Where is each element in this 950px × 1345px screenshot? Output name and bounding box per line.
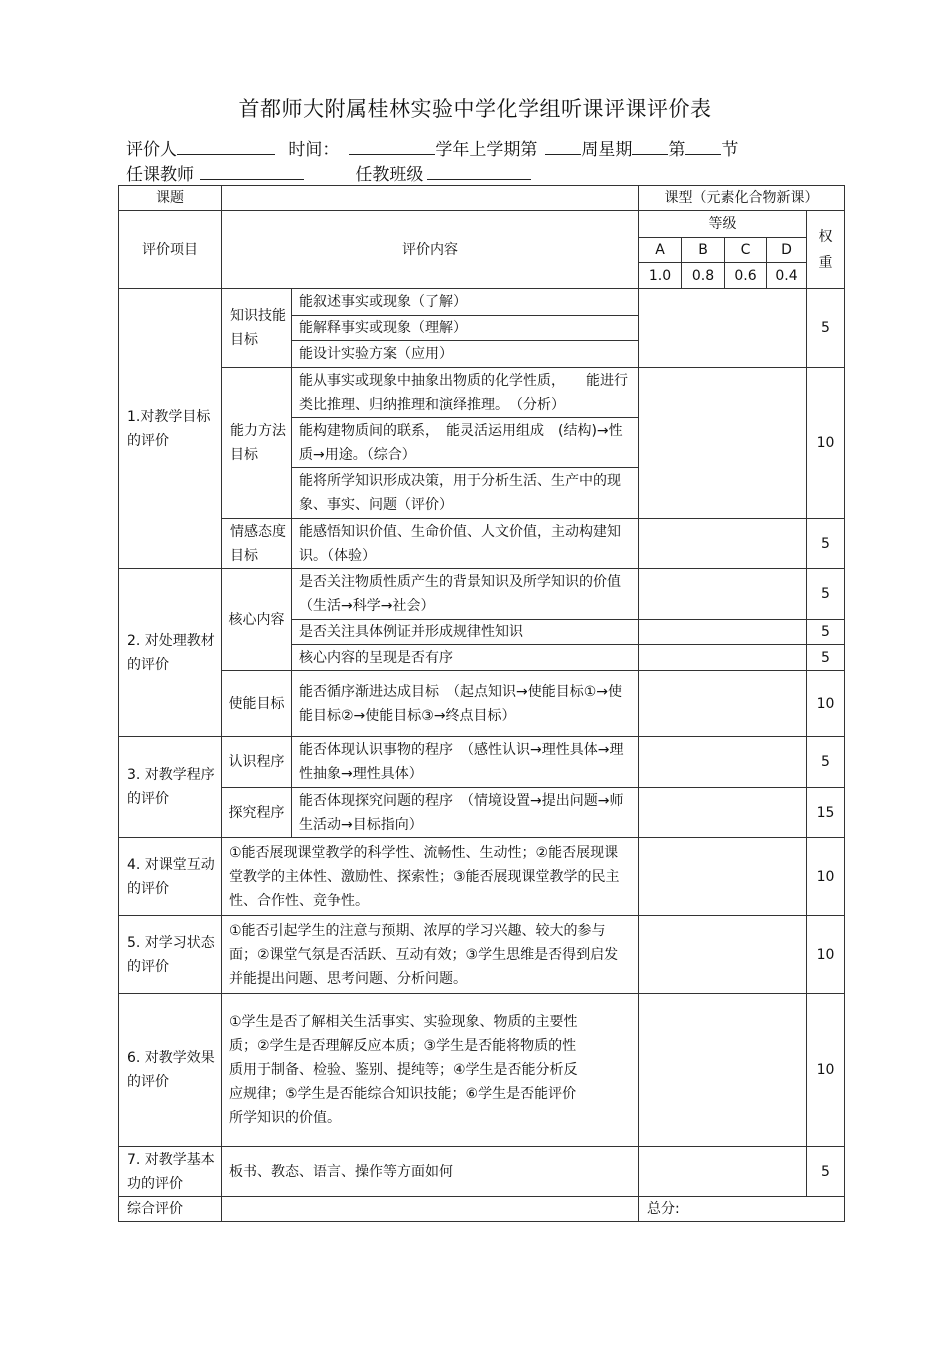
grade-cell[interactable] <box>639 1147 807 1197</box>
table-row <box>119 368 845 418</box>
topic-label: 课题 <box>119 186 222 211</box>
table-row <box>119 519 845 569</box>
grade-cell[interactable] <box>639 289 807 368</box>
semester-label: 学年上学期第 <box>435 140 538 160</box>
criterion-text: 能将所学知识形成决策，用于分析生活、生产中的现象、事实、问题（评价） <box>292 468 639 519</box>
weight-header: 权重 <box>807 211 845 289</box>
criterion-text: 能否体现认识事物的程序 （感性认识→理性具体→理性抽象→理性具体） <box>292 737 639 788</box>
page-title: 首都师大附属桂林实验中学化学组听课评课评价表 <box>238 97 712 121</box>
weight-value: 5 <box>807 569 845 620</box>
criterion-text: 能叙述事实或现象（了解） <box>292 289 639 316</box>
weight-value: 5 <box>807 737 845 788</box>
info-line-1 <box>126 135 738 160</box>
section-label: 6. 对教学效果的评价 <box>119 994 222 1147</box>
table-row <box>119 289 845 316</box>
criterion-text: 是否关注具体例证并形成规律性知识 <box>292 620 639 645</box>
teacher-blank[interactable] <box>200 163 304 180</box>
criterion-text: ①学生是否了解相关生活事实、实验现象、物质的主要性质；②学生是否理解反应本质；③学生是否能将物质的性质用于制备、检验、鉴别、提纯等；④学生是否能分析反应规律；⑤学生是否能综合知识技能；⑥学生是否能评价所学知识的价值。 <box>222 994 639 1147</box>
period-label: 第 <box>668 140 686 160</box>
weight-value: 10 <box>807 368 845 519</box>
table-row <box>119 737 845 788</box>
teacher-label: 任课教师 <box>126 165 194 185</box>
section-label: 7. 对教学基本功的评价 <box>119 1147 222 1197</box>
grade-letter-a: A <box>639 238 682 263</box>
info-line-2 <box>126 160 531 185</box>
footer-row <box>119 1197 845 1222</box>
subsection-label: 使能目标 <box>222 671 292 737</box>
subsection-label: 能力方法目标 <box>222 368 292 519</box>
subsection-label: 知识技能目标 <box>222 289 292 368</box>
content-header: 评价内容 <box>222 211 639 289</box>
table-row <box>119 788 845 838</box>
grade-letter-b: B <box>682 238 725 263</box>
subsection-label: 情感态度目标 <box>222 519 292 569</box>
section-label: 1.对教学目标的评价 <box>119 289 222 569</box>
grade-header: 等级 <box>639 211 807 238</box>
table-row <box>119 838 845 916</box>
criterion-text: 是否关注物质性质产生的背景知识及所学知识的价值（生活→科学→社会） <box>292 569 639 620</box>
weight-value: 5 <box>807 289 845 368</box>
grade-value-d: 0.4 <box>767 263 807 289</box>
time-label: 时间： <box>288 140 340 160</box>
criterion-text: 能感悟知识价值、生命价值、人文价值，主动构建知识。（体验） <box>292 519 639 569</box>
grade-cell[interactable] <box>639 569 807 620</box>
table-row <box>119 916 845 994</box>
section-label: 5. 对学习状态的评价 <box>119 916 222 994</box>
grade-cell[interactable] <box>639 916 807 994</box>
topic-row <box>119 186 845 211</box>
subsection-label: 认识程序 <box>222 737 292 788</box>
item-header: 评价项目 <box>119 211 222 289</box>
evaluator-blank[interactable] <box>177 138 275 155</box>
weight-value: 10 <box>807 994 845 1147</box>
subsection-label: 探究程序 <box>222 788 292 838</box>
table-row <box>119 671 845 737</box>
subsection-label: 核心内容 <box>222 569 292 671</box>
grade-cell[interactable] <box>639 620 807 645</box>
weight-value: 15 <box>807 788 845 838</box>
criterion-text: ①能否展现课堂教学的科学性、流畅性、生动性；②能否展现课堂教学的主体性、激励性、探索性；③能否展现课堂教学的民主性、合作性、竞争性。 <box>222 838 639 916</box>
criterion-text: 板书、教态、语言、操作等方面如何 <box>222 1147 639 1197</box>
week-blank[interactable] <box>545 138 581 155</box>
week-label: 周星期 <box>581 140 633 160</box>
weight-value: 10 <box>807 916 845 994</box>
criterion-text: 能否循序渐进达成目标 （起点知识→使能目标①→使能目标②→使能目标③→终点目标） <box>292 671 639 737</box>
section-label: 3. 对教学程序的评价 <box>119 737 222 838</box>
grade-letter-c: C <box>725 238 767 263</box>
evaluator-label: 评价人 <box>126 140 177 160</box>
overall-value-cell[interactable] <box>222 1197 639 1222</box>
evaluation-table <box>118 185 845 1222</box>
weight-value: 5 <box>807 1147 845 1197</box>
section-label: 4. 对课堂互动的评价 <box>119 838 222 916</box>
grade-letter-d: D <box>767 238 807 263</box>
weekday-blank[interactable] <box>632 138 668 155</box>
criterion-text: 能构建物质间的联系， 能灵活运用组成 (结构)→性质→用途。（综合） <box>292 418 639 468</box>
grade-cell[interactable] <box>639 368 807 519</box>
weight-value: 5 <box>807 620 845 645</box>
class-blank[interactable] <box>427 163 531 180</box>
grade-cell[interactable] <box>639 645 807 671</box>
grade-cell[interactable] <box>639 737 807 788</box>
grade-cell[interactable] <box>639 838 807 916</box>
grade-cell[interactable] <box>639 994 807 1147</box>
criterion-text: 能设计实验方案（应用） <box>292 341 639 368</box>
period-blank[interactable] <box>685 138 721 155</box>
grade-value-c: 0.6 <box>725 263 767 289</box>
lesson-type-cell: 课型（元素化合物新课） <box>639 186 845 211</box>
criterion-text: 能解释事实或现象（理解） <box>292 316 639 341</box>
weight-value: 10 <box>807 838 845 916</box>
table-row <box>119 1147 845 1197</box>
total-score-cell[interactable]: 总分: <box>639 1197 845 1222</box>
criterion-text: ①能否引起学生的注意与预期、浓厚的学习兴趣、较大的参与面；②课堂气氛是否活跃、互动有效；③学生思维是否得到启发并能提出问题、思考问题、分析问题。 <box>222 916 639 994</box>
weight-value: 5 <box>807 645 845 671</box>
year-blank[interactable] <box>349 138 435 155</box>
jie-label: 节 <box>721 140 739 160</box>
table-row <box>119 994 845 1147</box>
overall-label: 综合评价 <box>119 1197 222 1222</box>
grade-cell[interactable] <box>639 671 807 737</box>
header-row-1 <box>119 211 845 238</box>
grade-cell[interactable] <box>639 519 807 569</box>
grade-cell[interactable] <box>639 788 807 838</box>
topic-value-cell[interactable] <box>222 186 639 211</box>
grade-value-b: 0.8 <box>682 263 725 289</box>
section-label: 2. 对处理教材的评价 <box>119 569 222 737</box>
table-row <box>119 569 845 620</box>
criterion-text: 能从事实或现象中抽象出物质的化学性质， 能进行类比推理、归纳推理和演绎推理。 （分析） <box>292 368 639 418</box>
criterion-text: 能否体现探究问题的程序 （情境设置→提出问题→师生活动→目标指向） <box>292 788 639 838</box>
class-label: 任教班级 <box>355 165 424 185</box>
grade-value-a: 1.0 <box>639 263 682 289</box>
weight-value: 10 <box>807 671 845 737</box>
criterion-text: 核心内容的呈现是否有序 <box>292 645 639 671</box>
weight-value: 5 <box>807 519 845 569</box>
